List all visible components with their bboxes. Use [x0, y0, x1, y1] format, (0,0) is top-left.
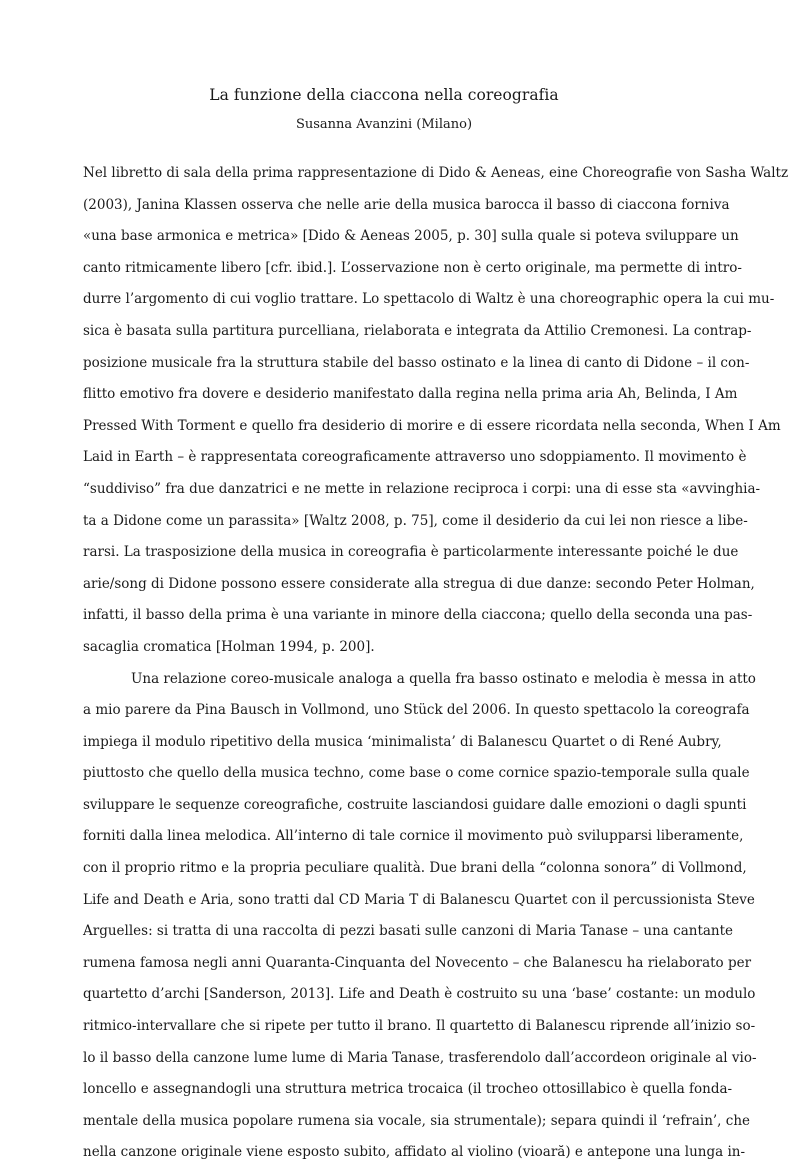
text-line: Pressed With Torment e quello fra desiderio di morire e di essere ricordata nella seconda, When I Am: [83, 411, 683, 443]
text-line: Arguelles: si tratta di una raccolta di pezzi basati sulle canzoni di Maria Tanase – una cantante: [83, 916, 683, 948]
text-line: lo il basso della canzone lume lume di Maria Tanase, trasferendolo dall’accordeon originale al vio-: [83, 1043, 683, 1075]
text-line: ta a Didone come un parassita» [Waltz 2008, p. 75], come il desiderio da cui lei non riesce a libe-: [83, 506, 683, 538]
author-line: Susanna Avanzini (Milano): [0, 117, 768, 132]
text-line: sica è basata sulla partitura purcelliana, rielaborata e integrata da Attilio Cremonesi. La contrap-: [83, 316, 683, 348]
text-line: “suddiviso” fra due danzatrici e ne mette in relazione reciproca i corpi: una di esse sta «avvinghia-: [83, 474, 683, 506]
text-line: Laid in Earth – è rappresentata coreograficamente attraverso uno sdoppiamento. Il movimento è: [83, 442, 683, 474]
text-line: Nel libretto di sala della prima rappresentazione di Dido & Aeneas, eine Choreografie von Sasha Waltz: [83, 158, 683, 190]
text-line: rarsi. La trasposizione della musica in coreografia è particolarmente interessante poiché le due: [83, 537, 683, 569]
text-line: impiega il modulo ripetitivo della musica ‘minimalista’ di Balanescu Quartet o di René Aubry,: [83, 727, 683, 759]
paragraph: [83, 664, 683, 1169]
text-line: «una base armonica e metrica» [Dido & Aeneas 2005, p. 30] sulla quale si poteva sviluppare un: [83, 221, 683, 253]
text-line: quartetto d’archi [Sanderson, 2013]. Life and Death è costruito su una ‘base’ costante: un modulo: [83, 979, 683, 1011]
text-line: Una relazione coreo-musicale analoga a quella fra basso ostinato e melodia è messa in atto: [83, 664, 683, 696]
text-line: piuttosto che quello della musica techno, come base o come cornice spazio-temporale sulla quale: [83, 758, 683, 790]
text-line: sacaglia cromatica [Holman 1994, p. 200].: [83, 632, 683, 664]
paper-title: La funzione della ciaccona nella coreografia: [0, 86, 768, 104]
text-line: rumena famosa negli anni Quaranta-Cinquanta del Novecento – che Balanescu ha rielaborato per: [83, 948, 683, 980]
text-line: arie/song di Didone possono essere considerate alla stregua di due danze: secondo Peter Holman,: [83, 569, 683, 601]
text-line: infatti, il basso della prima è una variante in minore della ciaccona; quello della seconda una pas-: [83, 600, 683, 632]
body-text: [83, 158, 683, 1169]
text-line: canto ritmicamente libero [cfr. ibid.]. L’osservazione non è certo originale, ma permette di intro-: [83, 253, 683, 285]
text-line: sviluppare le sequenze coreografiche, costruite lasciandosi guidare dalle emozioni o dagli spunti: [83, 790, 683, 822]
text-line: flitto emotivo fra dovere e desiderio manifestato dalla regina nella prima aria Ah, Belinda, I Am: [83, 379, 683, 411]
paragraph: [83, 158, 683, 664]
text-line: nella canzone originale viene esposto subito, affidato al violino (vioară) e antepone una lunga in-: [83, 1137, 683, 1169]
text-line: a mio parere da Pina Bausch in Vollmond, uno Stück del 2006. In questo spettacolo la coreografa: [83, 695, 683, 727]
text-line: forniti dalla linea melodica. All’interno di tale cornice il movimento può svilupparsi liberamente,: [83, 821, 683, 853]
text-line: Life and Death e Aria, sono tratti dal CD Maria T di Balanescu Quartet con il percussionista Steve: [83, 885, 683, 917]
text-line: posizione musicale fra la struttura stabile del basso ostinato e la linea di canto di Didone – il con-: [83, 348, 683, 380]
text-line: mentale della musica popolare rumena sia vocale, sia strumentale); separa quindi il ‘refrain’, che: [83, 1106, 683, 1138]
text-line: durre l’argomento di cui voglio trattare. Lo spettacolo di Waltz è una choreographic opera la cui mu-: [83, 284, 683, 316]
text-line: ritmico-intervallare che si ripete per tutto il brano. Il quartetto di Balanescu riprende all’inizio so-: [83, 1011, 683, 1043]
text-line: con il proprio ritmo e la propria peculiare qualità. Due brani della “colonna sonora” di Vollmond,: [83, 853, 683, 885]
text-line: (2003), Janina Klassen osserva che nelle arie della musica barocca il basso di ciaccona forniva: [83, 190, 683, 222]
text-line: loncello e assegnandogli una struttura metrica trocaica (il trocheo ottosillabico è quella fonda-: [83, 1074, 683, 1106]
